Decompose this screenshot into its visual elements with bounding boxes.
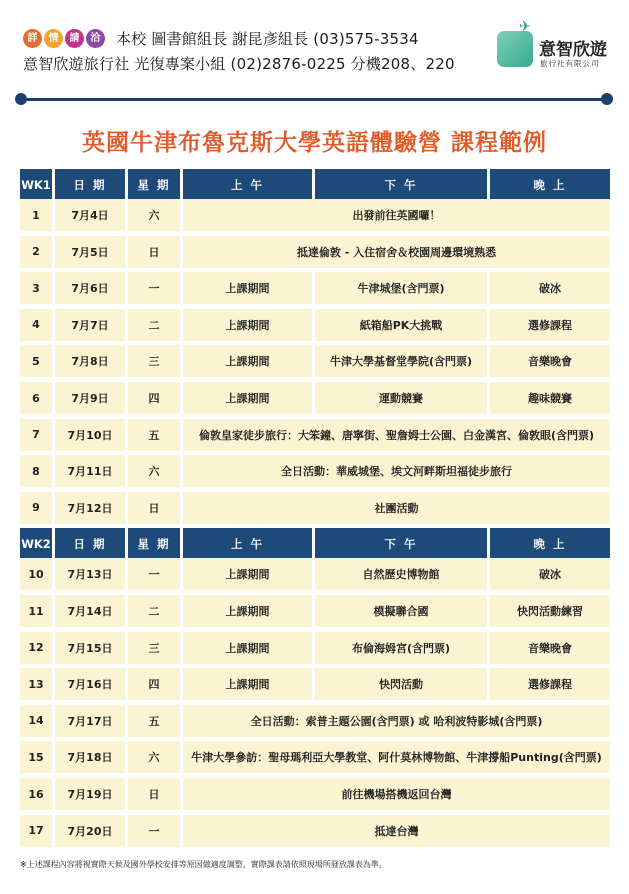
date-cell: 7月6日 [55, 272, 125, 304]
weekday-cell: 四 [128, 382, 180, 414]
morning-activity: 上課期間 [183, 345, 312, 377]
day-number: 5 [20, 345, 52, 377]
evening-activity: 選修課程 [490, 309, 610, 341]
weekday-cell: 三 [128, 345, 180, 377]
contact-badges [23, 29, 105, 48]
date-cell: 7月15日 [55, 632, 125, 664]
schedule-row [20, 778, 610, 810]
evening-activity: 快閃活動練習 [490, 595, 610, 627]
weekday-cell: 二 [128, 595, 180, 627]
date-cell: 7月17日 [55, 705, 125, 737]
week-label: WK2 [20, 528, 52, 560]
day-number: 11 [20, 595, 52, 627]
full-day-activity: 抵達倫敦 - 入住宿舍＆校園周邊環境熟悉 [183, 236, 610, 268]
week-header-row [20, 528, 610, 560]
contact-school-line: 本校 圖書館組長 謝昆彥組長 (03)575-3534 [116, 30, 419, 48]
full-day-activity: 前往機場搭機返回台灣 [183, 778, 610, 810]
evening-activity: 選修課程 [490, 668, 610, 700]
footnote: ※上述課程內容將視實際天候及國外學校安排等原因做適度調整，實際課表請依照現場所發放課表為準。 [20, 860, 387, 869]
header-divider [20, 98, 608, 101]
week-label: WK1 [20, 169, 52, 201]
badge-2: 情 [44, 29, 63, 48]
morning-activity: 上課期間 [183, 309, 312, 341]
full-day-activity: 全日活動：華威城堡、埃文河畔斯坦福徒步旅行 [183, 455, 610, 487]
date-cell: 7月14日 [55, 595, 125, 627]
divider-dot-right [601, 93, 613, 105]
date-cell: 7月10日 [55, 419, 125, 451]
full-day-activity: 牛津大學參訪：聖母瑪利亞大學教堂、阿什莫林博物館、牛津撐船Punting(含門票) [183, 741, 610, 773]
morning-activity: 上課期間 [183, 632, 312, 664]
column-header-evening: 晚 上 [490, 169, 610, 201]
evening-activity: 破冰 [490, 272, 610, 304]
schedule-row [20, 668, 610, 700]
weekday-cell: 五 [128, 705, 180, 737]
date-cell: 7月7日 [55, 309, 125, 341]
date-cell: 7月12日 [55, 492, 125, 524]
date-cell: 7月4日 [55, 199, 125, 231]
column-header-date: 日 期 [55, 528, 125, 560]
week-header-row [20, 169, 610, 201]
schedule-row [20, 236, 610, 268]
afternoon-activity: 快閃活動 [315, 668, 487, 700]
schedule-row [20, 558, 610, 590]
agency-logo [497, 19, 617, 77]
full-day-activity: 倫敦皇家徒步旅行：大笨鐘、唐寧街、聖詹姆士公園、白金漢宮、倫敦眼(含門票) [183, 419, 610, 451]
page-title: 英國牛津布魯克斯大學英語體驗營 課程範例 [81, 130, 547, 156]
morning-activity: 上課期間 [183, 595, 312, 627]
weekday-cell: 六 [128, 455, 180, 487]
airplane-icon: ✈ [519, 19, 531, 35]
column-header-morning: 上 午 [183, 528, 312, 560]
evening-activity: 破冰 [490, 558, 610, 590]
date-cell: 7月9日 [55, 382, 125, 414]
day-number: 6 [20, 382, 52, 414]
day-number: 16 [20, 778, 52, 810]
badge-4: 洽 [86, 29, 105, 48]
schedule-row [20, 309, 610, 341]
weekday-cell: 二 [128, 309, 180, 341]
date-cell: 7月8日 [55, 345, 125, 377]
day-number: 4 [20, 309, 52, 341]
contact-header [0, 0, 629, 90]
day-number: 7 [20, 419, 52, 451]
day-number: 14 [20, 705, 52, 737]
morning-activity: 上課期間 [183, 558, 312, 590]
logo-mark-icon [497, 31, 533, 67]
schedule-row [20, 705, 610, 737]
schedule-row [20, 815, 610, 847]
morning-activity: 上課期間 [183, 382, 312, 414]
column-header-afternoon: 下 午 [315, 528, 487, 560]
date-cell: 7月19日 [55, 778, 125, 810]
date-cell: 7月11日 [55, 455, 125, 487]
afternoon-activity: 模擬聯合國 [315, 595, 487, 627]
morning-activity: 上課期間 [183, 668, 312, 700]
schedule-row [20, 741, 610, 773]
column-header-evening: 晚 上 [490, 528, 610, 560]
schedule-row [20, 419, 610, 451]
full-day-activity: 出發前往英國囉！ [183, 199, 610, 231]
full-day-activity: 抵達台灣 [183, 815, 610, 847]
column-header-morning: 上 午 [183, 169, 312, 201]
day-number: 17 [20, 815, 52, 847]
day-number: 2 [20, 236, 52, 268]
divider-dot-left [15, 93, 27, 105]
day-number: 9 [20, 492, 52, 524]
schedule-row [20, 455, 610, 487]
schedule-row [20, 492, 610, 524]
day-number: 10 [20, 558, 52, 590]
weekday-cell: 三 [128, 632, 180, 664]
weekday-cell: 日 [128, 236, 180, 268]
date-cell: 7月13日 [55, 558, 125, 590]
logo-title: 意智欣遊 [539, 40, 607, 60]
schedule-row [20, 595, 610, 627]
day-number: 15 [20, 741, 52, 773]
weekday-cell: 日 [128, 778, 180, 810]
schedule-row [20, 345, 610, 377]
column-header-weekday: 星 期 [128, 528, 180, 560]
afternoon-activity: 牛津大學基督堂學院(含門票) [315, 345, 487, 377]
afternoon-activity: 紙箱船PK大挑戰 [315, 309, 487, 341]
date-cell: 7月20日 [55, 815, 125, 847]
afternoon-activity: 運動競賽 [315, 382, 487, 414]
weekday-cell: 四 [128, 668, 180, 700]
badge-3: 請 [65, 29, 84, 48]
date-cell: 7月18日 [55, 741, 125, 773]
schedule-row [20, 199, 610, 231]
weekday-cell: 日 [128, 492, 180, 524]
day-number: 13 [20, 668, 52, 700]
schedule-row [20, 272, 610, 304]
day-number: 1 [20, 199, 52, 231]
column-header-date: 日 期 [55, 169, 125, 201]
contact-agency-line: 意智欣遊旅行社 光復專案小組 (02)2876-0225 分機208、220 [23, 55, 455, 73]
column-header-afternoon: 下 午 [315, 169, 487, 201]
day-number: 8 [20, 455, 52, 487]
schedule-row [20, 632, 610, 664]
weekday-cell: 六 [128, 741, 180, 773]
full-day-activity: 社團活動 [183, 492, 610, 524]
weekday-cell: 六 [128, 199, 180, 231]
column-header-weekday: 星 期 [128, 169, 180, 201]
weekday-cell: 一 [128, 272, 180, 304]
morning-activity: 上課期間 [183, 272, 312, 304]
weekday-cell: 一 [128, 558, 180, 590]
schedule-row [20, 382, 610, 414]
weekday-cell: 五 [128, 419, 180, 451]
date-cell: 7月16日 [55, 668, 125, 700]
logo-subtitle: 旅行社有限公司 [540, 59, 600, 68]
day-number: 12 [20, 632, 52, 664]
date-cell: 7月5日 [55, 236, 125, 268]
evening-activity: 音樂晚會 [490, 345, 610, 377]
evening-activity: 趣味競賽 [490, 382, 610, 414]
day-number: 3 [20, 272, 52, 304]
evening-activity: 音樂晚會 [490, 632, 610, 664]
afternoon-activity: 牛津城堡(含門票) [315, 272, 487, 304]
afternoon-activity: 布倫海姆宮(含門票) [315, 632, 487, 664]
full-day-activity: 全日活動：索普主題公園(含門票) 或 哈利波特影城(含門票) [183, 705, 610, 737]
weekday-cell: 一 [128, 815, 180, 847]
afternoon-activity: 自然歷史博物館 [315, 558, 487, 590]
badge-1: 詳 [23, 29, 42, 48]
